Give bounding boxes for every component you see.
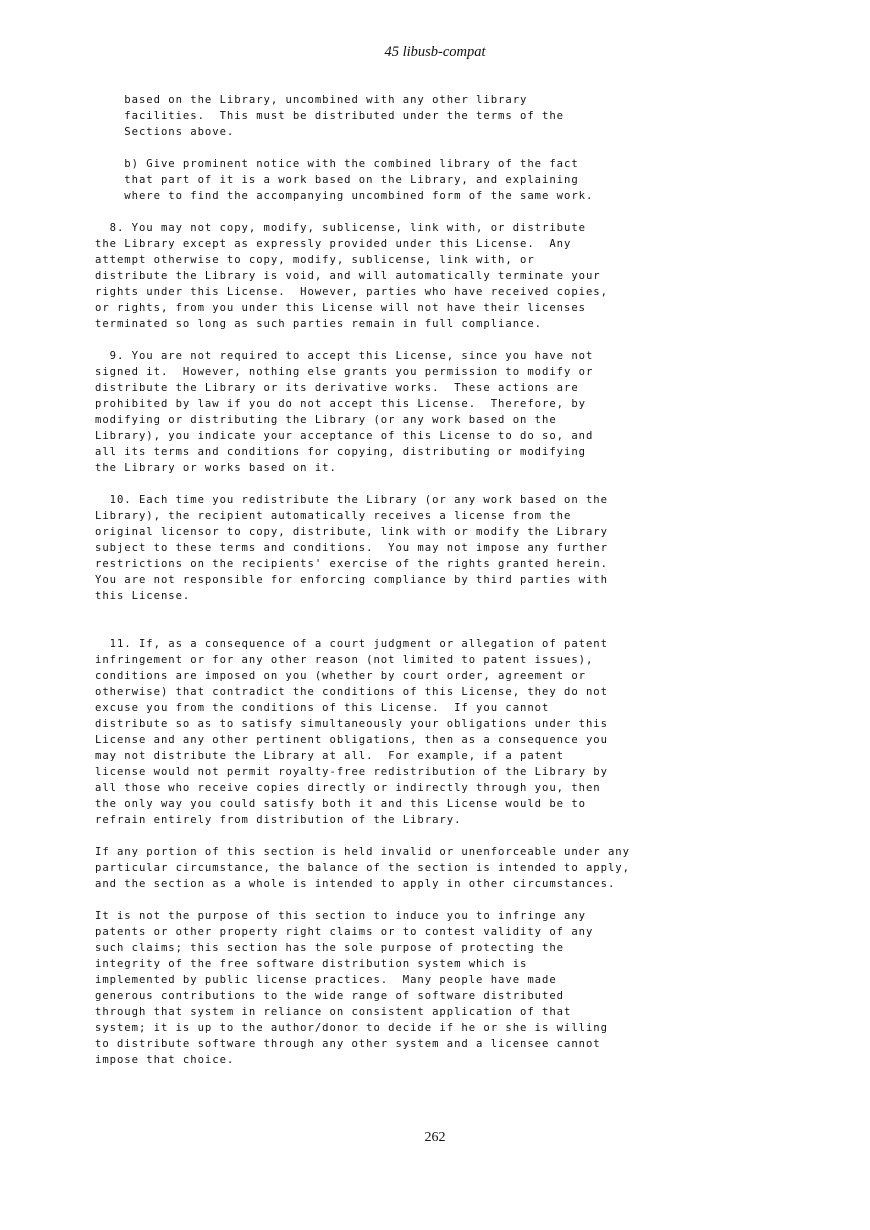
text-line: restrictions on the recipients' exercise of the rights granted herein. [95, 558, 608, 570]
text-line: integrity of the free software distribution system which is [95, 958, 528, 970]
text-line: Library), you indicate your acceptance of this License to do so, and [95, 430, 594, 442]
text-line: It is not the purpose of this section to induce you to infringe any [95, 910, 586, 922]
text-line: original licensor to copy, distribute, link with or modify the Library [95, 526, 608, 538]
text-line: such claims; this section has the sole purpose of protecting the [95, 942, 564, 954]
text-line [95, 892, 815, 908]
text-line: Sections above. [95, 126, 235, 138]
text-line: that part of it is a work based on the Library, and explaining [95, 174, 579, 186]
text-line: subject to these terms and conditions. You may not impose any further [95, 542, 608, 554]
text-line: infringement or for any other reason (not limited to patent issues), [95, 654, 594, 666]
text-line: facilities. This must be distributed under the terms of the [95, 110, 564, 122]
text-line [95, 140, 815, 156]
text-line: rights under this License. However, parties who have received copies, [95, 286, 608, 298]
text-line: 9. You are not required to accept this License, since you have not [95, 350, 594, 362]
text-line: generous contributions to the wide range of software distributed [95, 990, 564, 1002]
text-line: 10. Each time you redistribute the Library (or any work based on the [95, 494, 608, 506]
text-line: all its terms and conditions for copying, distributing or modifying [95, 446, 586, 458]
text-line: particular circumstance, the balance of the section is intended to apply, [95, 862, 630, 874]
license-text [95, 92, 815, 1068]
text-line: implemented by public license practices. Many people have made [95, 974, 557, 986]
text-line: otherwise) that contradict the conditions of this License, they do not [95, 686, 608, 698]
text-line: system; it is up to the author/donor to decide if he or she is willing [95, 1022, 608, 1034]
text-line: distribute so as to satisfy simultaneously your obligations under this [95, 718, 608, 730]
text-line: 8. You may not copy, modify, sublicense, link with, or distribute [95, 222, 586, 234]
text-line: distribute the Library or its derivative works. These actions are [95, 382, 579, 394]
text-line [95, 828, 815, 844]
text-line: patents or other property right claims or to contest validity of any [95, 926, 594, 938]
text-line [95, 476, 815, 492]
text-line [95, 604, 815, 620]
text-line: License and any other pertinent obligations, then as a consequence you [95, 734, 608, 746]
text-line: license would not permit royalty-free redistribution of the Library by [95, 766, 608, 778]
text-line: the only way you could satisfy both it and this License would be to [95, 798, 586, 810]
text-line: and the section as a whole is intended to apply in other circumstances. [95, 878, 616, 890]
text-line: conditions are imposed on you (whether by court order, agreement or [95, 670, 586, 682]
text-line: through that system in reliance on consistent application of that [95, 1006, 572, 1018]
text-line: excuse you from the conditions of this License. If you cannot [95, 702, 550, 714]
page-header: 45 libusb-compat [384, 44, 486, 60]
text-line: impose that choice. [95, 1054, 235, 1066]
text-line: terminated so long as such parties remain in full compliance. [95, 318, 543, 330]
text-line: all those who receive copies directly or indirectly through you, then [95, 782, 601, 794]
text-line [95, 620, 815, 636]
text-line: the Library except as expressly provided under this License. Any [95, 238, 572, 250]
text-line: Library), the recipient automatically receives a license from the [95, 510, 572, 522]
page-number: 262 [424, 1130, 446, 1145]
text-line: If any portion of this section is held invalid or unenforceable under any [95, 846, 630, 858]
text-line: refrain entirely from distribution of the Library. [95, 814, 462, 826]
text-line: 11. If, as a consequence of a court judgment or allegation of patent [95, 638, 608, 650]
text-line [95, 332, 815, 348]
text-line: the Library or works based on it. [95, 462, 337, 474]
text-line: distribute the Library is void, and will automatically terminate your [95, 270, 601, 282]
text-line: based on the Library, uncombined with any other library [95, 94, 528, 106]
text-line: You are not responsible for enforcing compliance by third parties with [95, 574, 608, 586]
text-line: prohibited by law if you do not accept this License. Therefore, by [95, 398, 586, 410]
text-line: modifying or distributing the Library (or any work based on the [95, 414, 557, 426]
text-line: where to find the accompanying uncombined form of the same work. [95, 190, 594, 202]
text-line: attempt otherwise to copy, modify, sublicense, link with, or [95, 254, 535, 266]
text-line: may not distribute the Library at all. For example, if a patent [95, 750, 564, 762]
text-line: signed it. However, nothing else grants you permission to modify or [95, 366, 594, 378]
text-line: this License. [95, 590, 191, 602]
text-line: or rights, from you under this License will not have their licenses [95, 302, 586, 314]
text-line: to distribute software through any other system and a licensee cannot [95, 1038, 601, 1050]
text-line [95, 204, 815, 220]
text-line: b) Give prominent notice with the combined library of the fact [95, 158, 579, 170]
